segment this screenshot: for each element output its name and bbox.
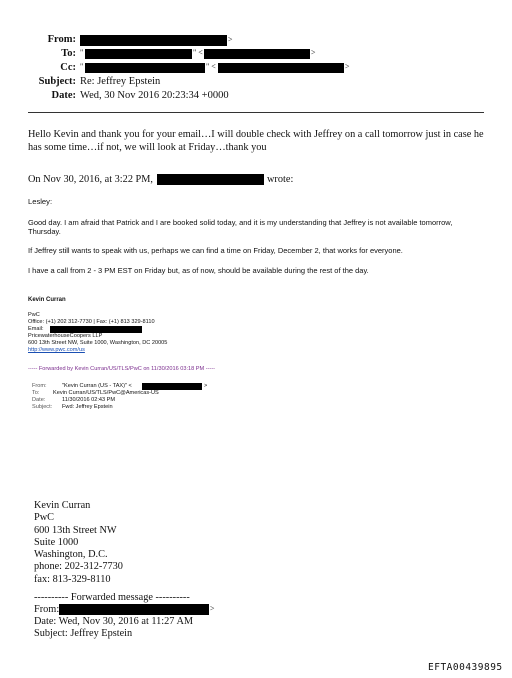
signature2-street: 600 13th Street NW [34, 524, 117, 536]
redacted-outer-from [59, 604, 209, 615]
subject-value: Re: Jeffrey Epstein [80, 76, 161, 87]
email-paragraph-2: If Jeffrey still wants to speak with us, perhaps we can find a time on Friday, December 2, that works for everyone. [28, 246, 403, 255]
redacted-from [80, 35, 227, 46]
inner-to-label: To: [32, 390, 40, 396]
signature2-name: Kevin Curran [34, 500, 91, 511]
from-gt: > [228, 35, 233, 44]
email-paragraph-3: I have a call from 2 - 3 PM EST on Friday but, as of now, should be available during the rest of the day. [28, 266, 369, 275]
reply-body: Hello Kevin and thank you for your email…I will double check with Jeffrey on a call tomorrow just in case he has some time…if not, we will look at Friday…thank you [28, 129, 484, 153]
inner-subject-label: Subject: [32, 404, 53, 410]
cc-gt: > [345, 62, 350, 71]
date-label: Date: [51, 90, 76, 101]
to-angle: " < [193, 48, 203, 57]
redacted-inner-from-email [142, 383, 202, 390]
signature-address: 600 13th Street NW, Suite 1000, Washington, DC 20005 [28, 340, 168, 346]
redacted-quote-sender [157, 174, 264, 185]
subject-label: Subject: [38, 76, 76, 87]
inner-from-gt: > [204, 383, 208, 389]
redacted-signature-email [50, 326, 142, 333]
inner-date-value: 11/30/2016 02:43 PM [62, 397, 116, 403]
inner-subject-value: Fwd: Jeffrey Epstein [62, 404, 113, 410]
inner-from-label: From: [32, 383, 47, 389]
document-id: EFTA00439895 [428, 662, 503, 673]
signature-email-label: Email: [28, 326, 44, 332]
signature2-company: PwC [34, 512, 55, 524]
signature2-fax: fax: 813-329-8110 [34, 573, 111, 585]
signature2-block [34, 500, 123, 586]
signature-firm: PricewaterhouseCoopers LLP [28, 333, 103, 339]
outer-from-label: From: [34, 604, 60, 615]
outer-forward-banner: ---------- Forwarded message ---------- [34, 592, 190, 603]
inner-to-value: Kevin Curran/US/TLS/PwC@Americas-US [53, 390, 159, 396]
quote-prefix: On Nov 30, 2016, at 3:22 PM, [28, 174, 153, 185]
signature2-phone: phone: 202-312-7730 [34, 561, 123, 573]
signature2-suite: Suite 1000 [34, 536, 79, 548]
signature-url-link[interactable]: http://www.pwc.com/us [28, 347, 85, 353]
cc-label: Cc: [60, 62, 76, 73]
header-divider [28, 112, 484, 113]
signature-name: Kevin Curran [28, 297, 66, 303]
email-greeting: Lesley: [28, 197, 53, 206]
to-label: To: [61, 48, 76, 59]
redacted-to-email [204, 49, 310, 59]
redacted-cc-name [85, 63, 205, 73]
to-gt: > [311, 48, 316, 57]
inner-date-label: Date: [32, 397, 46, 403]
outer-date: Date: Wed, Nov 30, 2016 at 11:27 AM [34, 616, 194, 627]
outer-subject: Subject: Jeffrey Epstein [34, 628, 133, 639]
signature2-city: Washington, D.C. [34, 549, 108, 561]
inner-forward-banner: ----- Forwarded by Kevin Curran/US/TLS/PwC on 11/30/2016 03:18 PM ----- [28, 366, 216, 372]
signature-phones: Office: (+1) 202 312-7730 | Fax: (+1) 813 329-8110 [28, 319, 155, 325]
signature-company: PwC [28, 312, 40, 318]
cc-angle: " < [206, 62, 216, 71]
outer-from-gt: > [210, 604, 215, 613]
date-value: Wed, 30 Nov 2016 20:23:34 +0000 [80, 90, 229, 101]
redacted-to-name [85, 49, 192, 59]
quote-suffix: wrote: [267, 174, 294, 185]
cc-quote: " [80, 62, 84, 71]
redacted-cc-email [218, 63, 344, 73]
email-paragraph-1: Good day. I am afraid that Patrick and I are booked solid today, and it is my understanding that Jeffrey is not available tomorrow, Thursday. [28, 218, 453, 236]
from-label: From: [47, 34, 76, 45]
to-quote: " [80, 48, 84, 57]
inner-from-value: "Kevin Curran (US - TAX)" < [62, 383, 132, 389]
